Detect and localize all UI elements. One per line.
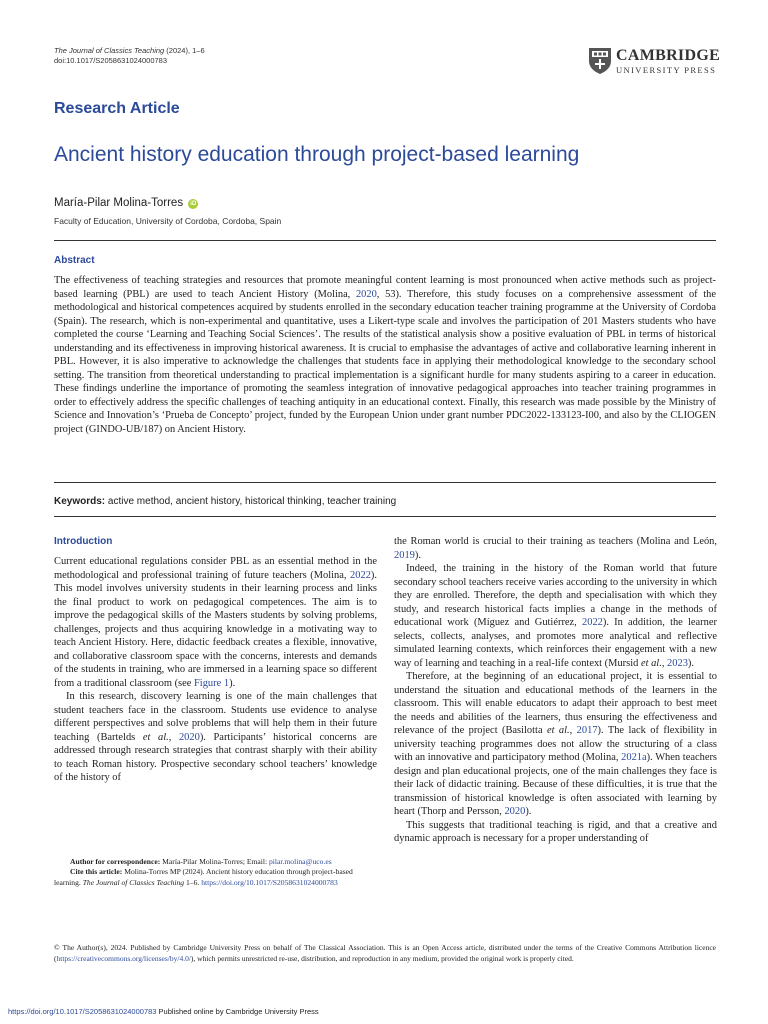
paragraph: Therefore, at the beginning of an educational project, it is essential to understand the situation and educational methods of the learners in the classroom. This will enable educators to adapt their approach to best meet the needs and abilities of the learners, thus ensuring the effectiveness and relevance of the project (Basilotta et al., 2017). The lack of flexibility in university teaching programmes does not allow the structuring of a class with an innovative and participatory method (Molina, 2021a). When teachers design and plan educational projects, one of the main challenges they face is their lack of didactic training. Because of these difficulties, it is true that the transmission of historical knowledge is often associated with learning by heart (Thorp and Persson, 2020). (394, 671, 718, 817)
journal-year-pages: (2024), 1–6 (164, 46, 205, 55)
license-link[interactable]: https://creativecommons.org/licenses/by/4.0/ (56, 953, 191, 963)
divider (54, 482, 716, 483)
paragraph: Current educational regulations consider PBL as an essential method in the methodological and professional training of future teachers (Molina, 2022). This model involves university students in their learning process and links the final product to work on pedagogical competences. The aim is to improve the pedagogical skills of the Masters students by solving problems, challenges, projects and thus acquiring knowledge in a motivating way to teach Ancient History. Here, didactic feedback creates a flexible, innovative, and collaborative classroom space with the concerns, interests and demands of the students in training, who are immersed in a learning space so different from a traditional classroom (see Figure 1). (54, 556, 377, 689)
article-type: Research Article (54, 100, 180, 117)
citation-link[interactable]: 2020 (355, 288, 377, 300)
author-line (54, 197, 198, 209)
license-notice: © The Author(s), 2024. Published by Cambridge University Press on behalf of The Classical Association. This is an Open Access article, distributed under the terms of the Creative Commons Attribution licence (https://creativecommons.org/licenses/by/4.0/), which permits unrestricted re-use, distribution, and reproduction in any medium, provided the original work is properly cited. (54, 943, 716, 963)
citation-link[interactable]: 2022 (582, 617, 603, 628)
paragraph: Indeed, the training in the history of the Roman world that future secondary school teachers receive varies according to the university in which they are enrolled. Therefore, the depth and specialisation with which they study, and research historical facts implies a change in the methods of educational work (Míguez and Gutiérrez, 2022). In addition, the learner selects, collects, analyses, and promotes more analytical and reflective simulated learning contexts, which reinforces their engagement with a new way of learning and teaching in a real-life context (Mursid et al., 2023). (394, 563, 717, 669)
cambridge-logo[interactable] (588, 47, 720, 77)
article-doi[interactable]: doi:10.1017/S2058631024000783 (54, 56, 168, 65)
body-column-right (394, 535, 717, 846)
section-heading-introduction: Introduction (54, 536, 113, 547)
article-title: Ancient history education through project-based learning (54, 143, 580, 166)
citation-link[interactable]: 2020 (178, 731, 200, 743)
correspondence-label: Author for correspondence: (70, 857, 161, 866)
paragraph: the Roman world is crucial to their training as teachers (Molina and León, 2019). (394, 536, 717, 561)
abstract-heading: Abstract (54, 255, 95, 266)
cambridge-shield-icon (588, 47, 612, 75)
citation-link[interactable]: 2017 (576, 725, 598, 736)
cite-label: Cite this article: (70, 867, 123, 877)
keywords (54, 496, 396, 507)
paragraph: This suggests that traditional teaching is rigid, and that a creative and dynamic approach is necessary for a proper understanding of (394, 819, 717, 844)
correspondence-box: Author for correspondence: María-Pilar Molina-Torres; Email: pilar.molina@uco.es Cite this article: Molina-Torres MP (2024). Ancient history education through project-based learning. The Journal of Classics Teaching 1–6. https://doi.org/10.1017/S2058631024000783 (54, 857, 353, 887)
keywords-list: active method, ancient history, historical thinking, teacher training (105, 496, 397, 507)
divider (54, 240, 716, 241)
footer-doi-link[interactable]: https://doi.org/10.1017/S2058631024000783 (8, 1007, 157, 1016)
publisher-name: CAMBRIDGE (616, 47, 721, 64)
citation-link[interactable]: 2021a (621, 752, 647, 763)
citation-link[interactable]: 2022 (350, 569, 371, 581)
divider (54, 516, 716, 517)
publisher-subname: UNIVERSITY PRESS (616, 65, 717, 75)
orcid-icon[interactable]: iD (190, 201, 197, 207)
abstract-text: The effectiveness of teaching strategies and resources that promote meaningful content learning is most pronounced when active methods such as project-based learning (PBL) are used to teach Ancient History (Molina, 2020, 53). Therefore, this study focuses on a comprehensive assessment of the methodological and historical competences acquired by students enrolled in the secondary education teacher training programme at the University of Cordoba (Spain). The research, which is non-experimental and quantitative, uses a Likert-type scale and involves the participation of 201 Masters students who have completed the course ‘Learning and Teaching Social Sciences’. The results of the statistical analysis show a positive evaluation of PBL in terms of historical understanding and its effectiveness in improving historical awareness. It is crucial to emphasise the advantages of active and collaborative learning inherent in PBL. However, it is also imperative to acknowledge the challenges that students face in applying their methodological knowledge to the secondary school setting. The transition from theoretical understanding to practical implementation is a significant hurdle for many students aspiring to a career in education. These findings underline the importance of promoting the seamless integration of innovative pedagogical approaches into teacher training programmes in order to effectively address the specific challenges of teaching antiquity in an educational context. Finally, this research was made possible by the Ministry of Science and Innovation’s ‘Prueba de Concepto’ project, funded by the European Union under grant number PDC2022-133123-I00, and also by the CLIOGEN project (GINDO-UB/187) on Ancient History. (54, 275, 716, 435)
doi-link[interactable]: https://doi.org/10.1017/S2058631024000783 (201, 877, 338, 887)
email-link[interactable]: pilar.molina@uco.es (269, 857, 332, 866)
citation-link[interactable]: 2023 (667, 657, 688, 669)
affiliation: Faculty of Education, University of Cordoba, Cordoba, Spain (54, 216, 282, 226)
journal-name: The Journal of Classics Teaching (54, 46, 165, 55)
author-name[interactable]: María-Pilar Molina-Torres (54, 197, 184, 209)
figure-link[interactable]: Figure 1 (194, 677, 230, 689)
keywords-label: Keywords: (54, 496, 106, 507)
citation-link[interactable]: 2020 (504, 806, 526, 817)
page-footer: https://doi.org/10.1017/S2058631024000783 Published online by Cambridge University Press (8, 1007, 319, 1016)
paragraph: In this research, discovery learning is one of the main challenges that student teachers face in the classroom. Students use evidence to analyse different perspectives and solve problems that will help them in their future teaching (Bartelds et al., 2020). Participants’ historical concerns are addressed through research strategies that contrast sharply with their ability to teach Roman history. Prospective secondary school teachers’ knowledge of the history of (54, 691, 377, 783)
journal-citation-header (54, 46, 205, 66)
citation-link[interactable]: 2019 (394, 549, 415, 561)
body-column-left (54, 555, 377, 785)
